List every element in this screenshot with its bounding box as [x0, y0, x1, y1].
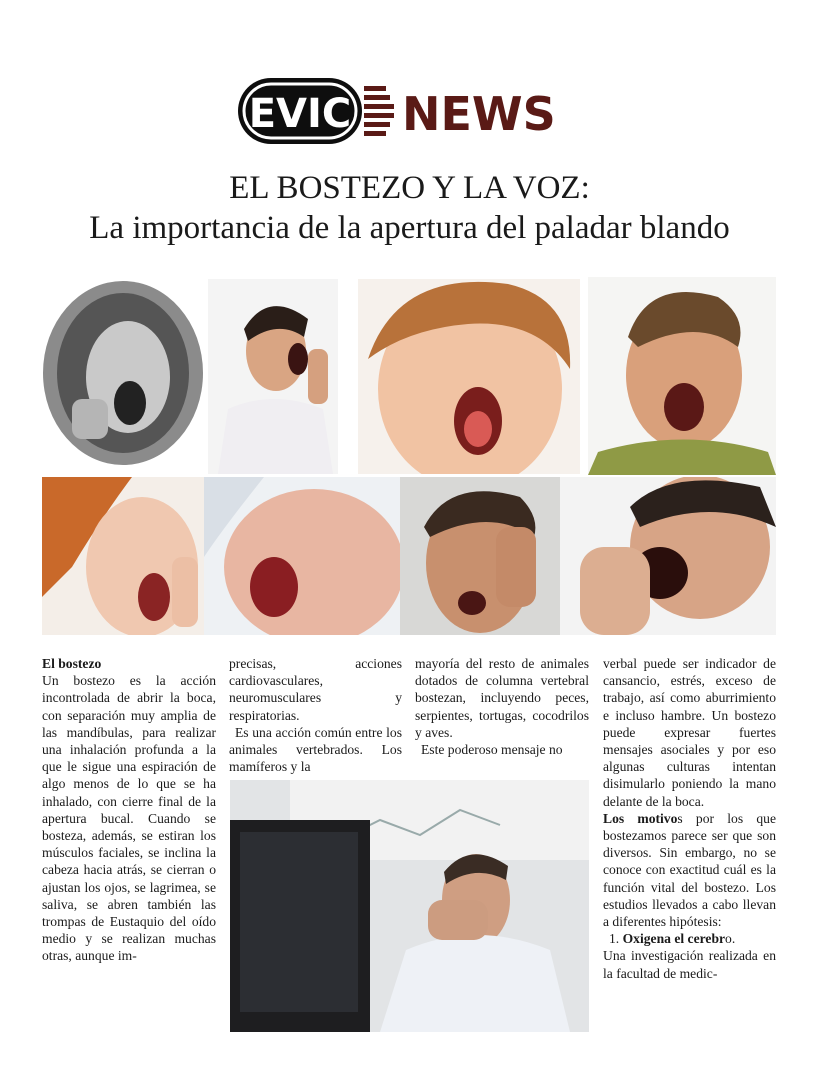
- article-column-4: [603, 655, 776, 982]
- list-item-heading: Oxigena el cerebr: [622, 931, 726, 947]
- section-heading-el-bostezo: El bostezo: [42, 656, 102, 671]
- article-column-2: [229, 655, 402, 775]
- paragraph-vertebrates: Es una acción común entre los animales vertebrados. Los mamíferos y la: [229, 724, 402, 775]
- office-man-computer-yawning-photo: [230, 780, 589, 1032]
- svg-text:NEWS: NEWS: [402, 87, 556, 141]
- paragraph-cont-3: verbal puede ser indicador de cansancio, estrés, exceso de trabajo, así como aburrimiento e incluso hambre. Un bostezo puede expresar fuertes mensajes asociales y por eso algunas culturas intentan disimularlo poniendo la mano delante de la boca.: [603, 656, 776, 809]
- list-item-suffix: o.: [725, 931, 736, 947]
- headline: [0, 168, 819, 248]
- motivos-text: s por los que bostezamos parece ser que son diversos. Sin embargo, no se conoce con exactitud cuál es la función vital del bostezo. Los estudios llevados a cabo llevan a diferentes hipótesis:: [603, 810, 776, 930]
- paragraph-message: Este poderoso mensaje no: [421, 742, 563, 758]
- man-hand-over-mouth-yawning-photo: [560, 477, 776, 635]
- article-column-1: [42, 655, 216, 965]
- list-item-oxigena: [603, 930, 776, 947]
- man-white-shirt-yawning-photo: [208, 279, 338, 474]
- paragraph-cont-1: precisas, acciones cardiovasculares, neuromusculares y respiratorias.: [229, 656, 402, 723]
- motivos-bold-label: Los motivo: [603, 810, 678, 826]
- evic-news-logo: [234, 72, 579, 150]
- man-rubbing-eye-yawning-photo: [400, 477, 560, 635]
- redhead-woman-yawning-photo: [42, 477, 204, 635]
- headline-line-2: La importancia de la apertura del paladar blando: [89, 210, 730, 246]
- vintage-woman-yawning-photo: [42, 279, 204, 469]
- paragraph-motivos: [603, 810, 776, 930]
- list-item-number: 1.: [609, 931, 620, 947]
- man-green-shirt-yawning-photo: [588, 277, 776, 475]
- headline-line-1: EL BOSTEZO Y LA VOZ:: [229, 170, 590, 206]
- paragraph-definition: Un bostezo es la acción incontrolada de abrir la boca, con separación muy amplia de las mandíbulas, para realizar una inhalación profunda a la que le sigue una espiración de algo menos de lo que se ha inhalado, con cierre final de la apertura bucal. Cuando se bosteza, además, se estiran los músculos faciales, se inclina la cabeza hacia atrás, se cierran o ajustan los ojos, se lagrimea, se saliva, se abren también las trompas de Eustaquio del oído medio y se realizan muchas otras, aunque im-: [42, 673, 216, 964]
- boy-yawning-photo: [358, 279, 580, 474]
- svg-text:EVIC: EVIC: [248, 91, 352, 137]
- paragraph-research: Una investigación realizada en la facultad de medic-: [603, 948, 776, 981]
- article-column-3: [415, 655, 589, 758]
- baby-yawning-photo: [204, 477, 400, 635]
- paragraph-cont-2: mayoría del resto de animales dotados de columna vertebral bostezan, incluyendo peces, serpientes, tortugas, cocodrilos y aves.: [415, 656, 589, 740]
